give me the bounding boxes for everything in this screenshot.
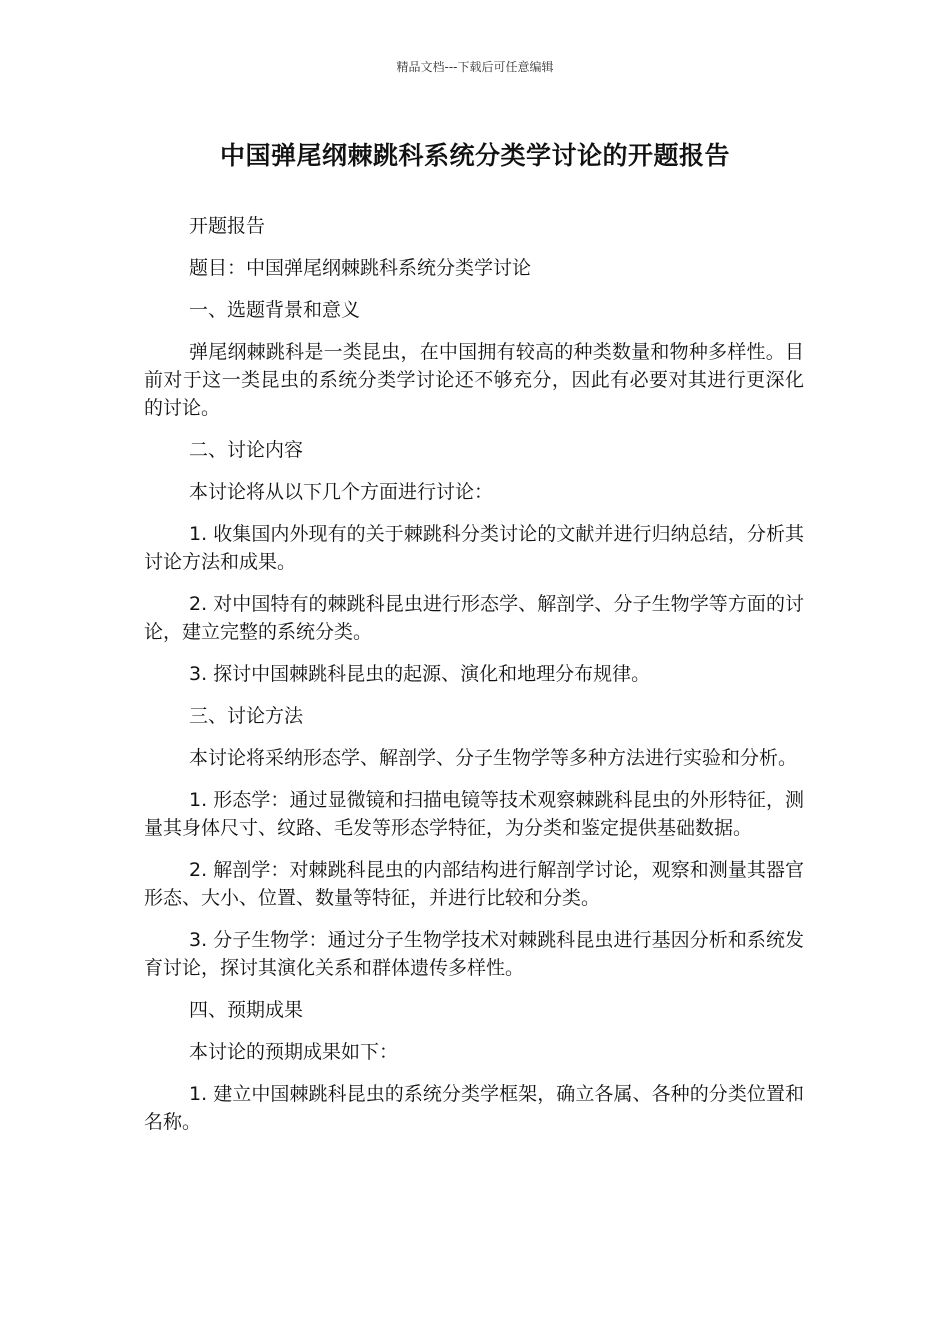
header-note: 精品文档---下载后可任意编辑 bbox=[396, 60, 554, 74]
paragraph-content-intro: 本讨论将从以下几个方面进行讨论： bbox=[189, 481, 494, 503]
list-item-methods-1: 1. 形态学：通过显微镜和扫描电镜等技术观察棘跳科昆虫的外形特征，测量其身体尺寸、纹路、毛发等形态学特征，为分类和鉴定提供基础数据。 bbox=[144, 789, 804, 839]
list-item-content-3: 3. 探讨中国棘跳科昆虫的起源、演化和地理分布规律。 bbox=[189, 663, 651, 685]
paragraph-report-label: 开题报告 bbox=[189, 215, 266, 237]
paragraph-outcomes-intro: 本讨论的预期成果如下： bbox=[189, 1041, 399, 1063]
document-title: 中国弹尾纲棘跳科系统分类学讨论的开题报告 bbox=[219, 141, 730, 170]
list-item-content-2: 2. 对中国特有的棘跳科昆虫进行形态学、解剖学、分子生物学等方面的讨论，建立完整的系统分类。 bbox=[144, 593, 804, 643]
list-item-methods-3: 3. 分子生物学：通过分子生物学技术对棘跳科昆虫进行基因分析和系统发育讨论，探讨其演化关系和群体遗传多样性。 bbox=[144, 929, 804, 979]
section-heading-outcomes: 四、预期成果 bbox=[189, 999, 304, 1021]
list-item-content-1: 1. 收集国内外现有的关于棘跳科分类讨论的文献并进行归纳总结，分析其讨论方法和成果。 bbox=[144, 523, 804, 573]
paragraph-background: 弹尾纲棘跳科是一类昆虫，在中国拥有较高的种类数量和物种多样性。目前对于这一类昆虫的系统分类学讨论还不够充分，因此有必要对其进行更深化的讨论。 bbox=[144, 341, 804, 419]
paragraph-methods-intro: 本讨论将采纳形态学、解剖学、分子生物学等多种方法进行实验和分析。 bbox=[189, 747, 798, 769]
section-heading-methods: 三、讨论方法 bbox=[189, 705, 304, 727]
section-heading-background: 一、选题背景和意义 bbox=[189, 299, 361, 321]
list-item-methods-2: 2. 解剖学：对棘跳科昆虫的内部结构进行解剖学讨论，观察和测量其器官形态、大小、位置、数量等特征，并进行比较和分类。 bbox=[144, 859, 804, 909]
list-item-outcomes-1: 1. 建立中国棘跳科昆虫的系统分类学框架，确立各属、各种的分类位置和名称。 bbox=[144, 1083, 804, 1133]
section-heading-content: 二、讨论内容 bbox=[189, 439, 304, 461]
document-body bbox=[144, 212, 804, 1150]
paragraph-topic: 题目：中国弹尾纲棘跳科系统分类学讨论 bbox=[189, 257, 532, 279]
